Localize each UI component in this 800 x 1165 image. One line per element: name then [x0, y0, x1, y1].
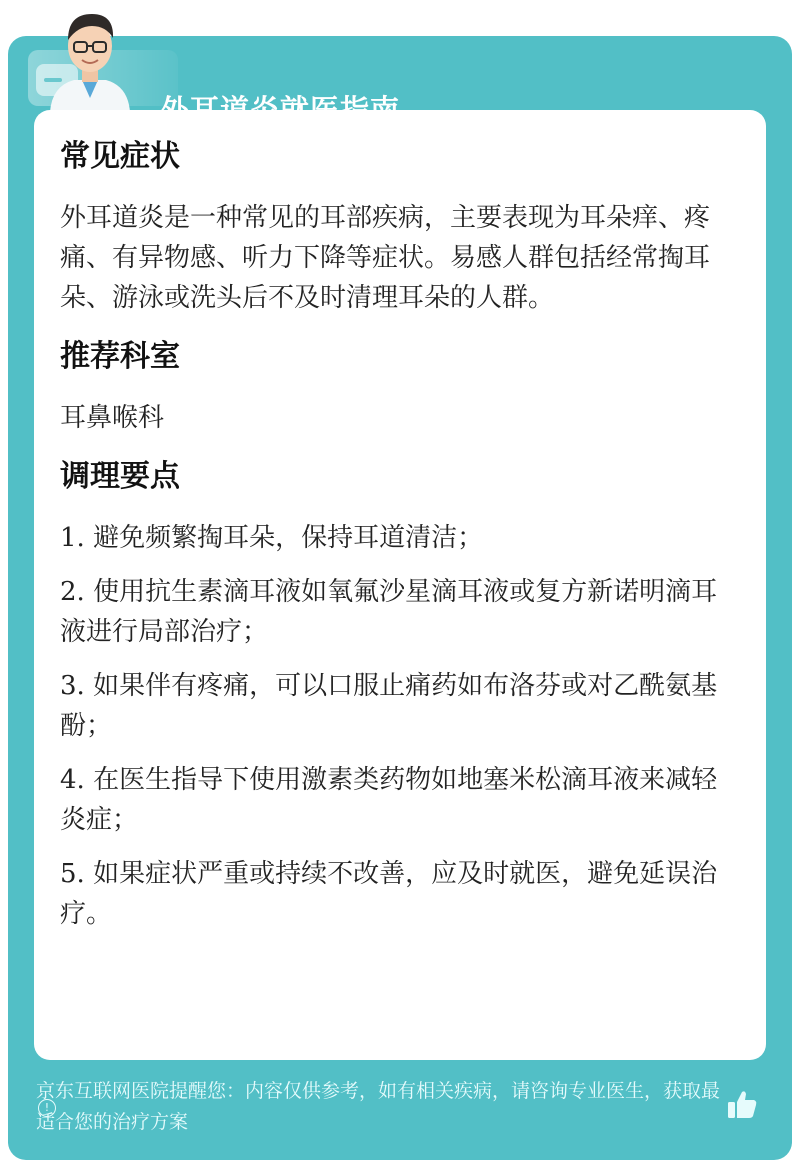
thumbs-up-icon[interactable]	[724, 1086, 760, 1122]
list-item-text: 在医生指导下使用激素类药物如地塞米松滴耳液来减轻炎症；	[60, 765, 718, 835]
list-item-number: 5.	[60, 859, 85, 889]
list-item	[60, 760, 726, 840]
content-body	[60, 136, 726, 934]
list-item-text: 避免频繁掏耳朵，保持耳道清洁；	[93, 523, 484, 553]
department-text: 耳鼻喉科	[60, 403, 165, 433]
list-item	[60, 572, 726, 652]
list-item-number: 2.	[60, 577, 85, 607]
section-title-symptoms: 常见症状	[60, 139, 180, 174]
care-list	[60, 518, 726, 934]
list-item-text: 如果症状严重或持续不改善，应及时就医，避免延误治疗。	[60, 859, 718, 929]
list-item	[60, 666, 726, 746]
info-icon: !	[38, 1099, 56, 1117]
footer-disclaimer: 京东互联网医院提醒您：内容仅供参考，如有相关疾病，请咨询专业医生，获取最适合您的治疗方案	[36, 1080, 721, 1133]
list-item	[60, 854, 726, 934]
section-title-care: 调理要点	[60, 459, 180, 494]
content-panel	[34, 110, 766, 1060]
list-item-text: 使用抗生素滴耳液如氧氟沙星滴耳液或复方新诺明滴耳液进行局部治疗；	[60, 577, 718, 647]
symptoms-text: 外耳道炎是一种常见的耳部疾病，主要表现为耳朵痒、疼痛、有异物感、听力下降等症状。易感人群包括经常掏耳朵、游泳或洗头后不及时清理耳朵的人群。	[60, 203, 711, 313]
list-item-number: 4.	[60, 765, 85, 795]
doctor-avatar	[40, 0, 140, 112]
list-item-number: 3.	[60, 671, 85, 701]
list-item	[60, 518, 726, 558]
list-item-number: 1.	[60, 523, 85, 553]
section-title-department: 推荐科室	[60, 339, 180, 374]
list-item-text: 如果伴有疼痛，可以口服止痛药如布洛芬或对乙酰氨基酚；	[60, 671, 718, 741]
